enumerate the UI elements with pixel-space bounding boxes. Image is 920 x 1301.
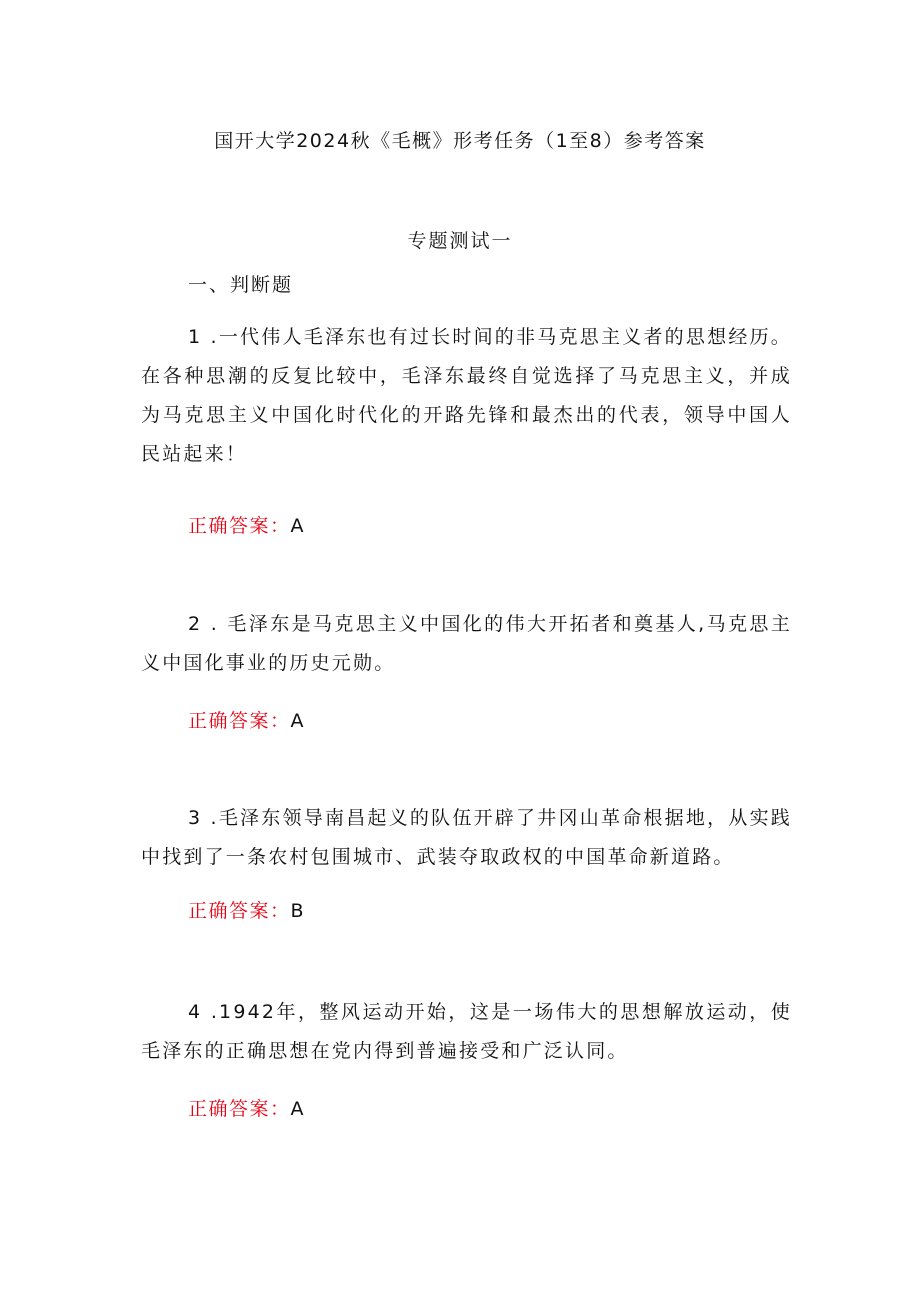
question-1-text: 1 .一代伟人毛泽东也有过长时间的非马克思主义者的思想经历。在各种思潮的反复比较中，毛泽东最终自觉选择了马克思主义，并成为马克思主义中国化时代化的开路先锋和最杰出的代表，领导中国人民站起来！ [141,326,792,465]
question-2-text: 2 . 毛泽东是马克思主义中国化的伟大开拓者和奠基人,马克思主义中国化事业的历史元勋。 [141,613,792,674]
answer-label: 正确答案： [188,900,291,922]
answer-label: 正确答案： [188,710,291,732]
question-3-answer [188,896,305,926]
question-3-text: 3 .毛泽东领导南昌起义的队伍开辟了井冈山革命根据地，从实践中找到了一条农村包围城市、武装夺取政权的中国革命新道路。 [141,807,792,868]
question-4-text: 4 .1942年，整风运动开始，这是一场伟大的思想解放运动，使毛泽东的正确思想在党内得到普遍接受和广泛认同。 [141,1001,792,1062]
question-4-answer [188,1094,305,1124]
answer-value: A [290,710,306,732]
document-title: 国开大学2024秋《毛概》形考任务（1至8）参考答案 [214,130,706,152]
answer-value: A [290,1098,306,1120]
section-subtitle: 专题测试一 [407,230,513,252]
answer-label: 正确答案： [188,515,291,537]
answer-label: 正确答案： [188,1098,291,1120]
answer-value: B [290,900,306,922]
section-heading: 一、判断题 [188,274,294,296]
question-1-answer [188,511,305,541]
question-2-answer [188,706,305,736]
answer-value: A [290,515,306,537]
